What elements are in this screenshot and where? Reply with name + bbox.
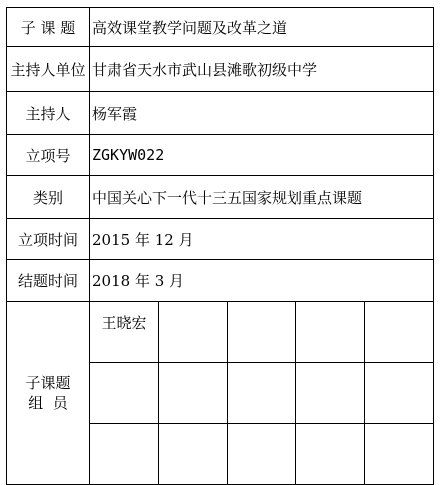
row-members bbox=[7, 302, 434, 485]
members-grid-cell bbox=[90, 302, 434, 485]
value-end-date: 2018 年 3 月 bbox=[90, 260, 434, 302]
member-cell bbox=[364, 302, 433, 363]
member-cell bbox=[364, 363, 433, 424]
label-host-unit: 主持人单位 bbox=[7, 47, 90, 92]
row-host-unit bbox=[7, 47, 434, 92]
row-category bbox=[7, 176, 434, 219]
member-cell bbox=[227, 424, 296, 485]
label-start-date: 立项时间 bbox=[7, 219, 90, 260]
member-cell bbox=[90, 424, 159, 485]
value-host: 杨军霞 bbox=[90, 92, 434, 135]
member-cell bbox=[364, 424, 433, 485]
row-start-date bbox=[7, 219, 434, 260]
members-grid-row bbox=[90, 363, 433, 424]
label-members bbox=[7, 302, 90, 485]
row-project-number bbox=[7, 135, 434, 176]
label-end-date: 结题时间 bbox=[7, 260, 90, 302]
value-subtopic: 高效课堂教学问题及改革之道 bbox=[90, 8, 434, 47]
member-cell bbox=[159, 424, 228, 485]
members-grid-row bbox=[90, 424, 433, 485]
label-project-number: 立项号 bbox=[7, 135, 90, 176]
row-subtopic bbox=[7, 8, 434, 47]
value-project-number: ZGKYW022 bbox=[90, 135, 434, 176]
member-cell bbox=[296, 363, 365, 424]
member-cell: 王晓宏 bbox=[90, 302, 159, 363]
members-grid bbox=[90, 302, 433, 484]
member-cell bbox=[296, 302, 365, 363]
label-host: 主持人 bbox=[7, 92, 90, 135]
member-cell bbox=[159, 302, 228, 363]
label-category: 类别 bbox=[7, 176, 90, 219]
members-grid-row bbox=[90, 302, 433, 363]
label-members-line2: 组 员 bbox=[28, 394, 68, 412]
label-members-line1: 子课题 bbox=[25, 374, 71, 392]
member-cell bbox=[296, 424, 365, 485]
member-cell bbox=[227, 363, 296, 424]
member-cell bbox=[227, 302, 296, 363]
value-category: 中国关心下一代十三五国家规划重点课题 bbox=[90, 176, 434, 219]
value-host-unit: 甘肃省天水市武山县滩歌初级中学 bbox=[90, 47, 434, 92]
member-cell bbox=[90, 363, 159, 424]
member-cell bbox=[159, 363, 228, 424]
value-start-date: 2015 年 12 月 bbox=[90, 219, 434, 260]
row-host bbox=[7, 92, 434, 135]
label-subtopic: 子 课 题 bbox=[7, 8, 90, 47]
project-info-sheet bbox=[6, 7, 434, 451]
project-info-table bbox=[6, 7, 434, 485]
row-end-date bbox=[7, 260, 434, 302]
